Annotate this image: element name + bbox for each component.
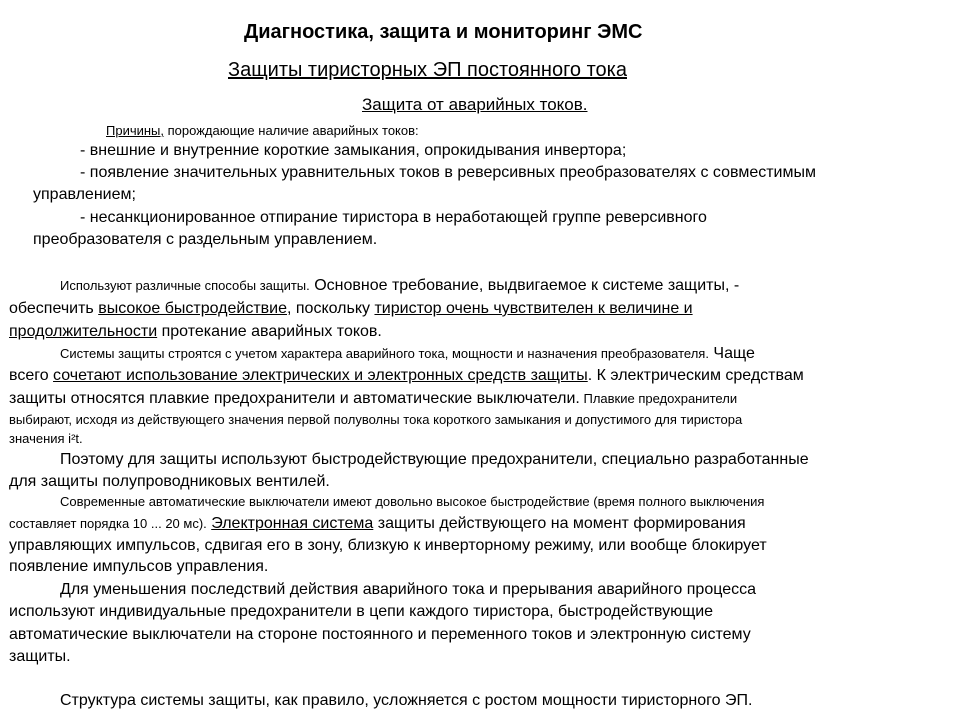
p2-line-1-small: Системы защиты строятся с учетом характера аварийного тока, мощности и назначения преобразователя. (60, 346, 709, 361)
p2-line-2-b: . К электрическим средствам (587, 367, 804, 384)
p1-line-2-a: обеспечить (9, 300, 99, 317)
p1-line-1-small: Используют различные способы защиты. (60, 278, 310, 293)
cause-item-3-line-1: - несанкционированное отпирание тиристора в неработающей группе реверсивного (80, 209, 707, 226)
p1-high-speed-underlined: высокое быстродействие (98, 300, 287, 317)
causes-intro-rest: порождающие наличие аварийных токов: (164, 123, 419, 138)
p1-line-3-rest: протекание аварийных токов. (157, 323, 382, 340)
slide-subtitle: Защиты тиристорных ЭП постоянного тока (228, 59, 627, 81)
p1-duration-underlined: продолжительности (9, 323, 158, 340)
p2-combine-underlined: сочетают использование электрических и электронных средств защиты (53, 367, 588, 384)
slide-title: Диагностика, защита и мониторинг ЭМС (244, 21, 643, 43)
p1-line-1 (60, 278, 739, 294)
p4-line-3: управляющих импульсов, сдвигая его в зону, близкую к инверторному режиму, или вообще блокирует (9, 537, 767, 554)
p5-line-3: автоматические выключатели на стороне постоянного и переменного токов и электронную систему (9, 626, 751, 643)
p4-line-2-rest: защиты действующего на момент формирования (373, 515, 746, 532)
p2-line-2 (9, 368, 804, 384)
cause-item-2-line-2: управлением; (33, 186, 136, 203)
p3-line-1: Поэтому для защиты используют быстродействующие предохранители, специально разработанные (60, 451, 809, 468)
p4-electronic-system-underlined: Электронная система (211, 515, 374, 532)
p4-line-2-small: составляет порядка 10 ... 20 мс). (9, 516, 207, 531)
p5-line-4: защиты. (9, 648, 71, 665)
causes-intro-underlined: Причины, (106, 123, 165, 138)
p2-line-3 (9, 391, 737, 407)
p4-line-4: появление импульсов управления. (9, 558, 269, 575)
p2-line-1-large: Чаще (708, 345, 755, 362)
p2-line-2-a: всего (9, 367, 54, 384)
p1-thyristor-underlined: тиристор очень чувствителен к величине и (374, 300, 693, 317)
p3-line-2: для защиты полупроводниковых вентилей. (9, 473, 330, 490)
p5-line-1: Для уменьшения последствий действия аварийного тока и прерывания аварийного процесса (60, 581, 756, 598)
cause-item-2-line-1: - появление значительных уравнительных токов в реверсивных преобразователях с совместимым (80, 164, 816, 181)
p6-line-1: Структура системы защиты, как правило, усложняется с ростом мощности тиристорного ЭП. (60, 692, 753, 709)
causes-intro (106, 124, 419, 137)
p2-line-4: выбирают, исходя из действующего значения первой полуволны тока короткого замыкания и допустимого для тиристора (9, 412, 743, 427)
p4-line-1: Современные автоматические выключатели имеют довольно высокое быстродействие (время полного выключения (60, 494, 765, 509)
section-heading: Защита от аварийных токов. (362, 95, 588, 114)
p1-line-2 (9, 301, 693, 317)
p4-line-2 (9, 516, 746, 532)
p2-line-1 (60, 346, 755, 362)
p5-line-2: используют индивидуальные предохранители в цепи каждого тиристора, быстродействующие (9, 603, 714, 620)
p2-line-3-large: защиты относятся плавкие предохранители и автоматические выключатели. (9, 390, 580, 407)
p1-line-2-b: , поскольку (286, 300, 375, 317)
cause-item-1: - внешние и внутренние короткие замыкания, опрокидывания инвертора; (80, 142, 627, 159)
p2-line-5: значения i²t. (9, 431, 83, 446)
p1-line-3 (9, 324, 382, 340)
p1-line-1-large: Основное требование, выдвигаемое к системе защиты, - (309, 277, 740, 294)
p2-line-3-small: Плавкие предохранители (579, 391, 738, 406)
cause-item-3-line-2: преобразователя с раздельным управлением. (33, 231, 378, 248)
